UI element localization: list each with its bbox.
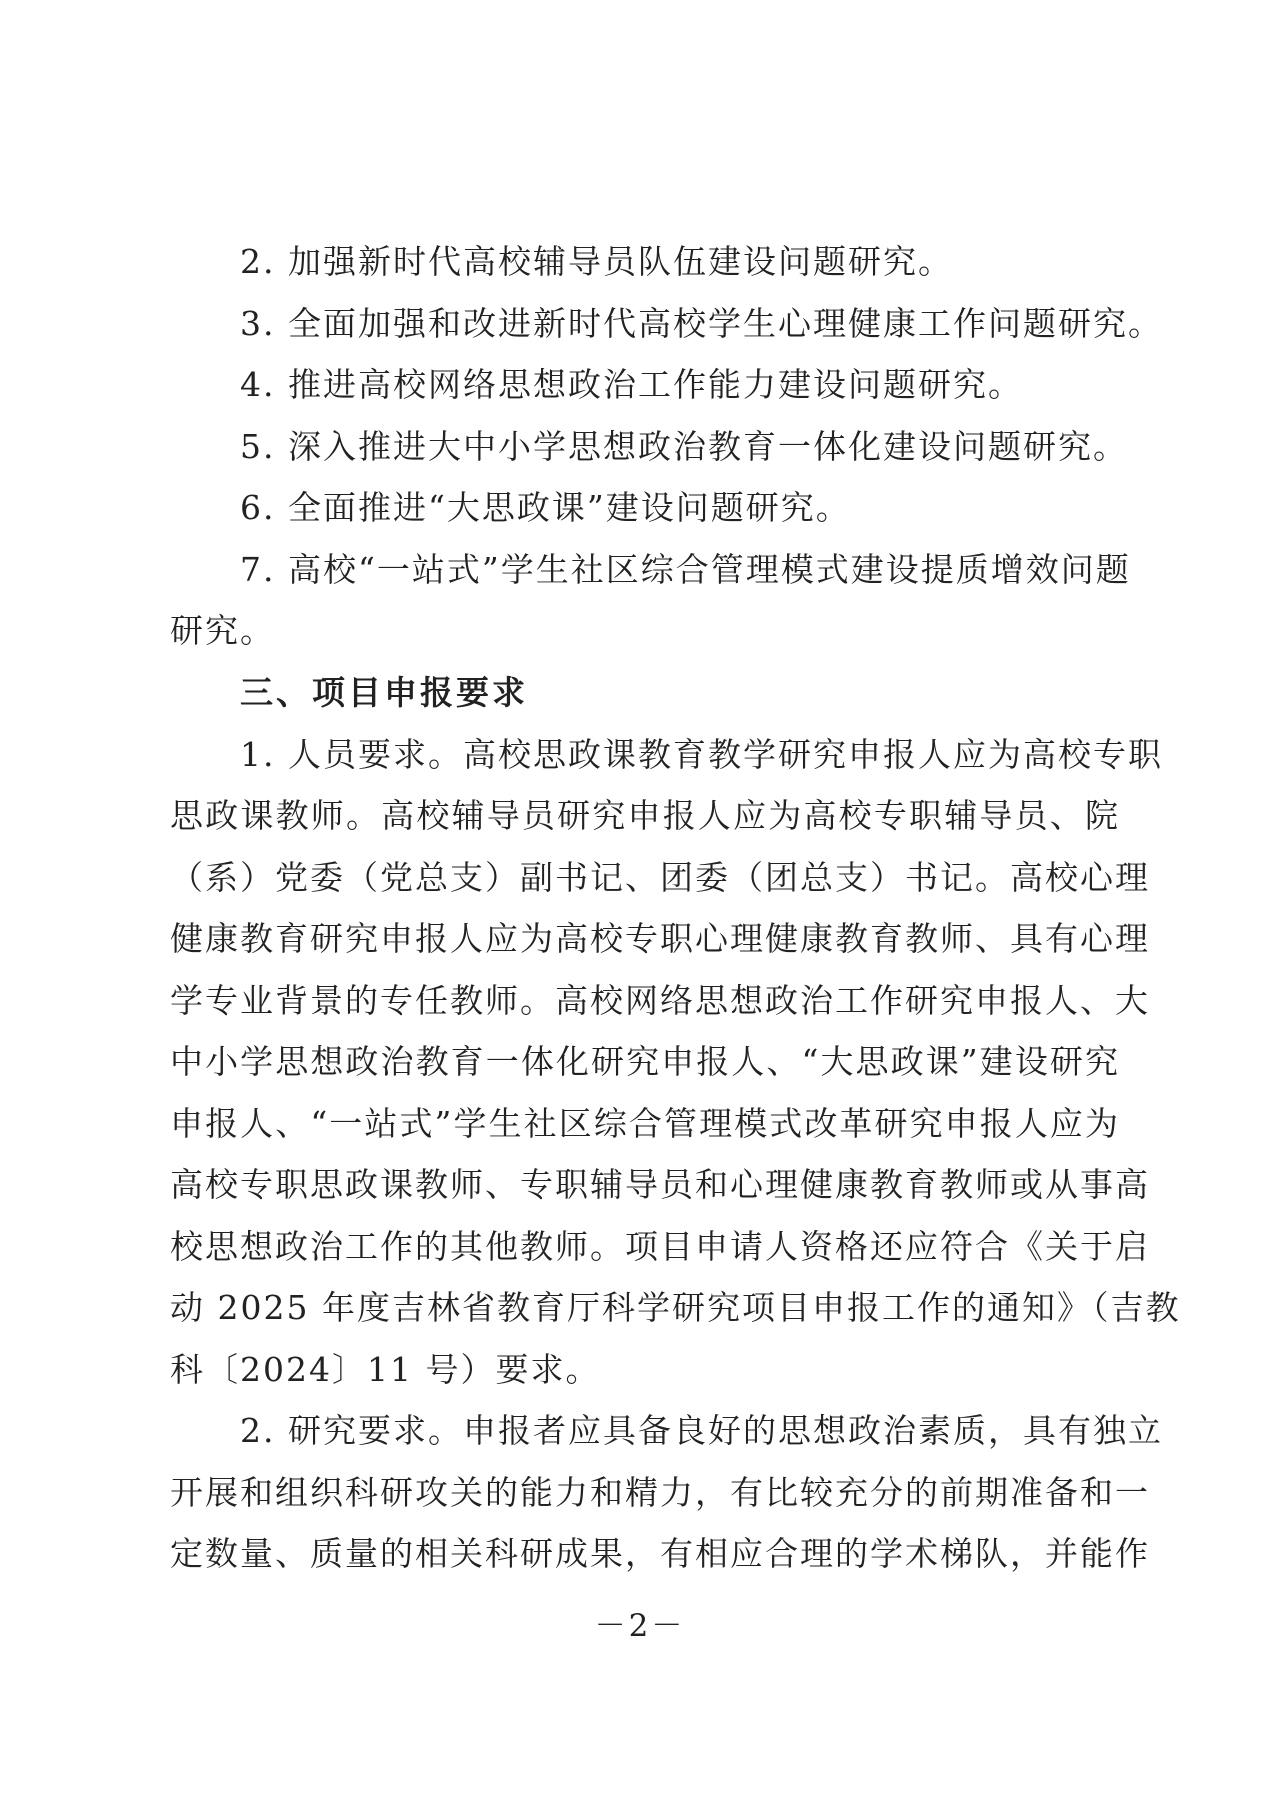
list-item-5: 5. 深入推进大中小学思想政治教育一体化建设问题研究。 bbox=[240, 427, 1128, 466]
paragraph-line: 开展和组织科研攻关的能力和精力，有比较充分的前期准备和一 bbox=[170, 1473, 1150, 1512]
paragraph-line: 动 2025 年度吉林省教育厅科学研究项目申报工作的通知》（吉教 bbox=[170, 1288, 1181, 1327]
paragraph-line: 学专业背景的专任教师。高校网络思想政治工作研究申报人、大 bbox=[170, 981, 1150, 1020]
paragraph-line: 健康教育研究申报人应为高校专职心理健康教育教师、具有心理 bbox=[170, 919, 1150, 958]
paragraph-line: 2. 研究要求。申报者应具备良好的思想政治素质，具有独立 bbox=[240, 1411, 1163, 1450]
list-item-4: 4. 推进高校网络思想政治工作能力建设问题研究。 bbox=[240, 365, 1023, 404]
list-item-7-continuation: 研究。 bbox=[170, 611, 275, 650]
paragraph-line: 定数量、质量的相关科研成果，有相应合理的学术梯队，并能作 bbox=[170, 1534, 1150, 1573]
paragraph-line: 高校专职思政课教师、专职辅导员和心理健康教育教师或从事高 bbox=[170, 1165, 1150, 1204]
list-item-6: 6. 全面推进“大思政课”建设问题研究。 bbox=[240, 488, 851, 527]
list-item-3: 3. 全面加强和改进新时代高校学生心理健康工作问题研究。 bbox=[240, 304, 1163, 343]
paragraph-line: 科〔2024〕11 号）要求。 bbox=[170, 1350, 601, 1389]
paragraph-line: 校思想政治工作的其他教师。项目申请人资格还应符合《关于启 bbox=[170, 1227, 1150, 1266]
paragraph-line: 中小学思想政治教育一体化研究申报人、“大思政课”建设研究 bbox=[170, 1042, 1120, 1081]
page-number: －2－ bbox=[594, 1608, 686, 1644]
paragraph-line: 思政课教师。高校辅导员研究申报人应为高校专职辅导员、院 bbox=[170, 796, 1120, 835]
section-heading: 三、项目申报要求 bbox=[240, 673, 528, 712]
list-item-7: 7. 高校“一站式”学生社区综合管理模式建设提质增效问题 bbox=[240, 550, 1131, 589]
list-item-2: 2. 加强新时代高校辅导员队伍建设问题研究。 bbox=[240, 242, 953, 281]
paragraph-line: 申报人、“一站式”学生社区综合管理模式改革研究申报人应为 bbox=[170, 1104, 1120, 1143]
paragraph-line: （系）党委（党总支）副书记、团委（团总支）书记。高校心理 bbox=[170, 858, 1150, 897]
paragraph-line: 1. 人员要求。高校思政课教育教学研究申报人应为高校专职 bbox=[240, 735, 1163, 774]
